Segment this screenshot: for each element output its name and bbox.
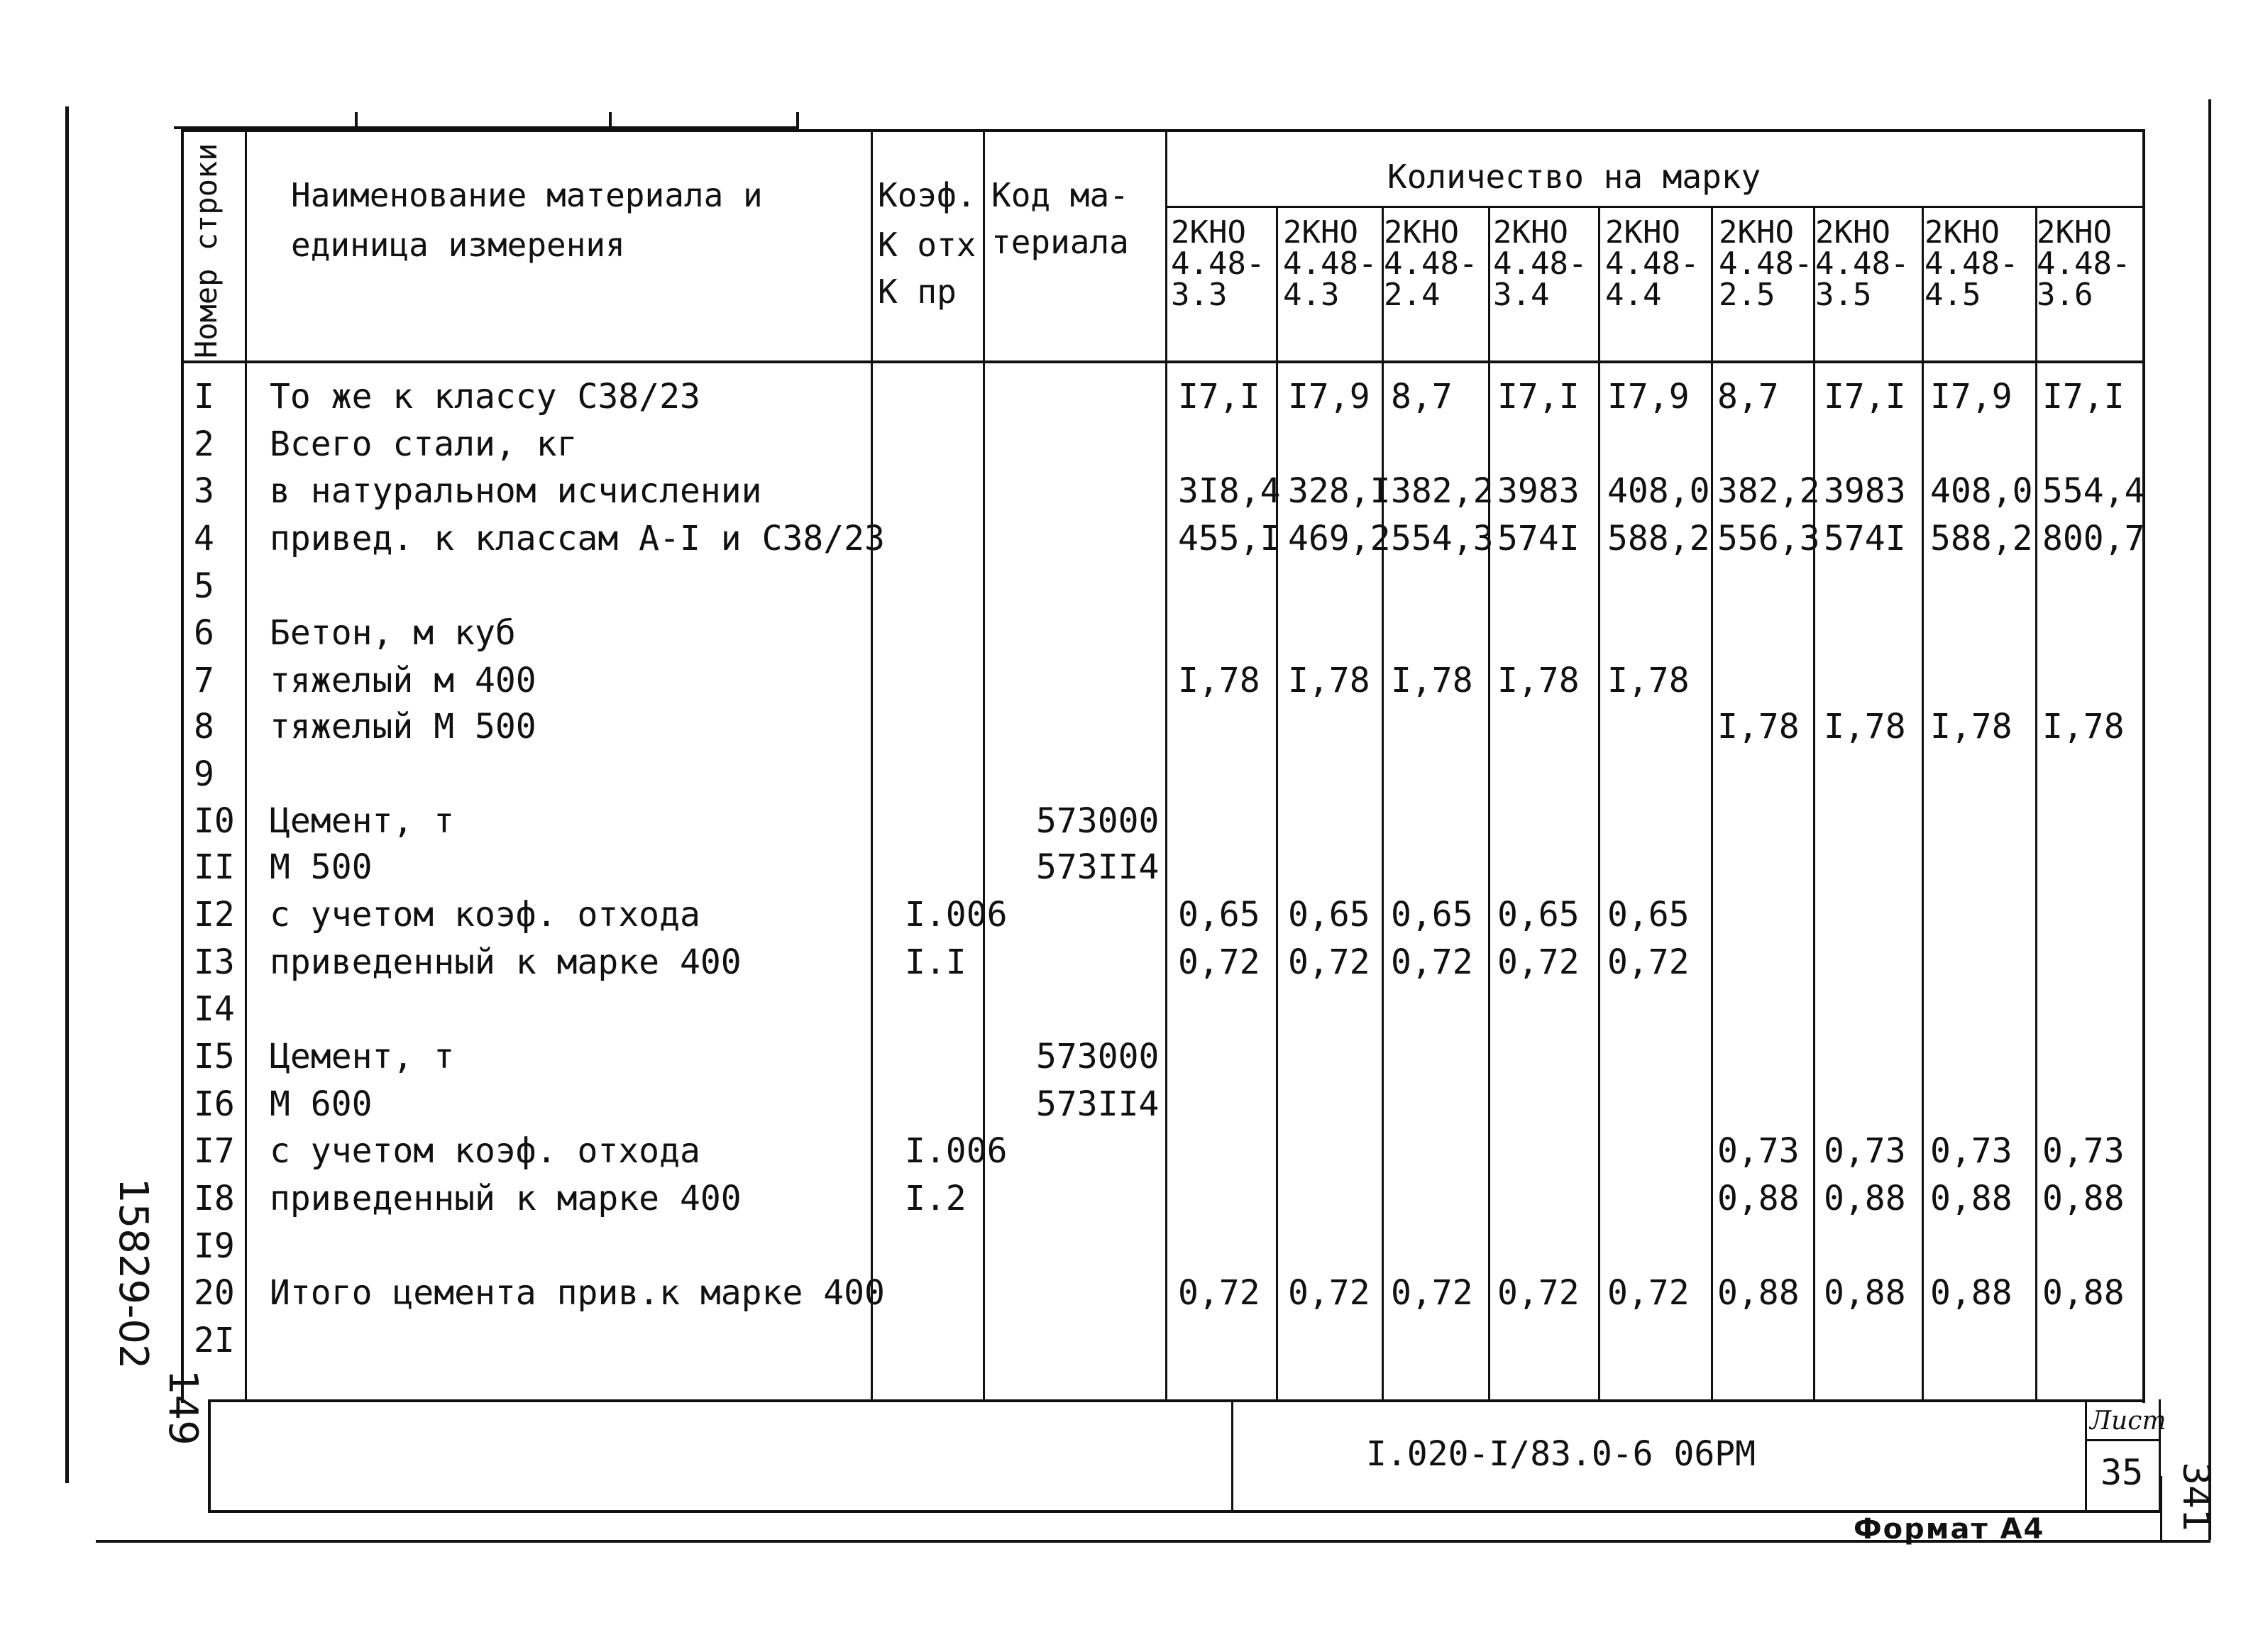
- row-value: 0,72: [1497, 942, 1580, 982]
- format-label: Формат А4: [1854, 1513, 2045, 1546]
- top-tick-3: [796, 112, 799, 129]
- row-value: 0,88: [1930, 1179, 2013, 1218]
- row-code: 573000: [1036, 1037, 1160, 1076]
- row-value: 455,I: [1178, 519, 1281, 558]
- row-code: 573II4: [1036, 1084, 1160, 1124]
- row-value: 588,2: [1930, 519, 2033, 558]
- row-value: 469,2: [1288, 519, 1391, 558]
- row-number: 8: [194, 707, 214, 747]
- stamp-sheet-left-line: [2085, 1399, 2087, 1511]
- mark-header-1: 2КНО 4.48- 3.3: [1171, 214, 1265, 313]
- row-value: 0,72: [1391, 942, 1473, 982]
- row-value: 574I: [1497, 519, 1580, 558]
- col-sep-name: [871, 129, 873, 1399]
- row-value: I7,9: [1930, 377, 2013, 417]
- table-left-line: [181, 129, 184, 1403]
- row-value: 0,65: [1288, 895, 1370, 935]
- row-name: тяжелый М 500: [270, 707, 536, 747]
- col-sep-m7: [1922, 206, 1924, 1399]
- row-value: I7,I: [1497, 377, 1580, 417]
- row-number: I2: [194, 895, 235, 935]
- row-number: 2: [194, 424, 214, 464]
- mark-header-5: 2КНО 4.48- 4.4: [1605, 214, 1700, 313]
- row-number: I9: [194, 1226, 235, 1266]
- mark-header-2: 2КНО 4.48- 4.3: [1283, 214, 1377, 313]
- row-value: 0,73: [1717, 1131, 1800, 1171]
- page-right-border: [2208, 99, 2211, 1540]
- row-number: I7: [194, 1131, 235, 1171]
- row-value: 554,3: [1391, 519, 1494, 558]
- col-sep-m5: [1711, 206, 1713, 1399]
- row-name: приведенный к марке 400: [270, 942, 742, 982]
- coef-header-3: К пр: [878, 272, 957, 311]
- row-number: 7: [194, 661, 214, 700]
- row-value: 328,I: [1288, 471, 1391, 511]
- page-left-border: [65, 106, 69, 1483]
- row-name: М 600: [270, 1084, 373, 1124]
- row-value: 0,88: [2042, 1179, 2125, 1218]
- row-value: I,78: [1717, 707, 1800, 747]
- row-name: Всего стали, кг: [270, 424, 578, 464]
- quantity-header: Количество на марку: [1387, 158, 1761, 196]
- row-value: 0,65: [1391, 895, 1473, 935]
- row-value: 3983: [1497, 471, 1580, 511]
- top-tick-1: [355, 112, 358, 129]
- table-right-line: [2142, 129, 2145, 1403]
- row-value: I7,I: [2042, 377, 2125, 417]
- row-value: I7,I: [1824, 377, 1906, 417]
- row-coef: I.2: [905, 1179, 967, 1218]
- sheet-number: 35: [2100, 1452, 2144, 1493]
- row-value: 0,73: [1930, 1131, 2013, 1171]
- top-tick-2: [609, 112, 612, 129]
- row-value: 0,65: [1497, 895, 1580, 935]
- col-sep-rownum: [245, 129, 247, 1399]
- row-value: I,78: [1497, 661, 1580, 700]
- header-bottom-line: [181, 360, 2145, 363]
- table-top-line: [181, 129, 2145, 132]
- row-value: 0,65: [1178, 895, 1260, 935]
- row-value: 0,65: [1607, 895, 1690, 935]
- row-value: I,78: [1178, 661, 1260, 700]
- mark-header-8: 2КНО 4.48- 4.5: [1925, 214, 2019, 313]
- row-name: Бетон, м куб: [270, 613, 516, 653]
- table-body-bottom-line: [209, 1399, 2145, 1402]
- row-value: 0,72: [1391, 1273, 1473, 1313]
- row-value: I7,9: [1607, 377, 1690, 417]
- right-margin-number: 341: [2174, 1462, 2217, 1533]
- row-value: I,78: [1930, 707, 2013, 747]
- row-number: I6: [194, 1084, 235, 1124]
- row-value: 0,73: [1824, 1131, 1906, 1171]
- row-number: 4: [194, 519, 214, 558]
- row-value: 3I8,4: [1178, 471, 1281, 511]
- row-number: 6: [194, 613, 214, 653]
- row-value: 800,7: [2042, 519, 2145, 558]
- row-value: 0,72: [1288, 942, 1370, 982]
- row-value: 0,72: [1607, 1273, 1690, 1313]
- row-value: 0,72: [1607, 942, 1690, 982]
- row-value: 0,72: [1178, 1273, 1260, 1313]
- row-value: 554,4: [2042, 471, 2145, 511]
- row-value: 8,7: [1391, 377, 1453, 417]
- row-number: 3: [194, 471, 214, 511]
- row-value: 0,72: [1178, 942, 1260, 982]
- row-value: I7,9: [1288, 377, 1370, 417]
- row-name: М 500: [270, 847, 373, 887]
- row-value: I,78: [1607, 661, 1690, 700]
- col-sep-m6: [1813, 206, 1815, 1399]
- row-value: 382,2: [1391, 471, 1494, 511]
- row-coef: I.I: [905, 942, 967, 982]
- row-number: I5: [194, 1037, 235, 1076]
- row-value: I7,I: [1178, 377, 1260, 417]
- mark-header-9: 2КНО 4.48- 3.6: [2037, 214, 2131, 313]
- col-sep-m1: [1276, 206, 1278, 1399]
- row-value: 382,2: [1717, 471, 1820, 511]
- row-number: I8: [194, 1179, 235, 1218]
- row-value: 0,88: [1930, 1273, 2013, 1313]
- row-number: I3: [194, 942, 235, 982]
- row-name: тяжелый м 400: [270, 661, 536, 700]
- col-sep-m3: [1488, 206, 1490, 1399]
- row-value: 556,3: [1717, 519, 1820, 558]
- row-value: I,78: [1288, 661, 1370, 700]
- row-value: 0,88: [1717, 1273, 1800, 1313]
- coef-header-1: Коэф.: [878, 176, 976, 214]
- row-value: 0,72: [1497, 1273, 1580, 1313]
- row-value: 574I: [1824, 519, 1906, 558]
- row-name: Цемент, т: [270, 1037, 455, 1076]
- code-header-2: териала: [991, 223, 1129, 261]
- row-name: приведенный к марке 400: [270, 1179, 742, 1218]
- row-value: 0,88: [1717, 1179, 1800, 1218]
- col-sep-code: [1165, 129, 1167, 1399]
- row-coef: I.006: [905, 1131, 1008, 1171]
- row-number: I: [194, 377, 214, 417]
- row-name: в натуральном исчислении: [270, 471, 762, 511]
- row-number: 9: [194, 754, 214, 794]
- row-value: I,78: [2042, 707, 2125, 747]
- mark-header-6: 2КНО 4.48- 2.5: [1719, 214, 1813, 313]
- sheet-label: Лист: [2090, 1406, 2166, 1436]
- row-name: привед. к классам А-I и С38/23: [270, 519, 885, 558]
- row-value: 3983: [1824, 471, 1906, 511]
- coef-header-2: К отх: [878, 226, 976, 264]
- name-header-line1: Наименование материала и: [291, 176, 763, 214]
- stamp-doc-left-line: [1231, 1399, 1233, 1511]
- row-value: 408,0: [1607, 471, 1710, 511]
- row-number: 2I: [194, 1321, 235, 1360]
- row-name: Цемент, т: [270, 801, 455, 841]
- stamp-left-line: [208, 1399, 211, 1513]
- row-name: с учетом коэф. отхода: [270, 895, 700, 935]
- row-number: I0: [194, 801, 235, 841]
- row-value: 0,73: [2042, 1131, 2125, 1171]
- col-sep-coef: [983, 129, 985, 1399]
- name-header-line2: единица измерения: [291, 226, 625, 264]
- row-value: I,78: [1391, 661, 1473, 700]
- left-margin-number: 15829-02: [110, 1178, 156, 1370]
- row-number-header: Номер строки: [189, 143, 224, 358]
- row-number: 20: [194, 1273, 235, 1313]
- row-value: 0,88: [1824, 1179, 1906, 1218]
- left-margin-page: 149: [160, 1370, 206, 1446]
- row-name: Итого цемента прив.к марке 400: [270, 1273, 885, 1313]
- row-value: 8,7: [1717, 377, 1779, 417]
- row-value: I,78: [1824, 707, 1906, 747]
- row-number: 5: [194, 566, 214, 606]
- col-sep-m4: [1598, 206, 1600, 1399]
- mark-header-7: 2КНО 4.48- 3.5: [1815, 214, 1910, 313]
- stamp-sheet-divider: [2085, 1439, 2160, 1441]
- row-code: 573000: [1036, 801, 1160, 841]
- mark-header-4: 2КНО 4.48- 3.4: [1493, 214, 1587, 313]
- row-name: с учетом коэф. отхода: [270, 1131, 700, 1171]
- row-value: 0,88: [1824, 1273, 1906, 1313]
- row-coef: I.006: [905, 895, 1008, 935]
- row-value: 0,72: [1288, 1273, 1370, 1313]
- row-value: 0,88: [2042, 1273, 2125, 1313]
- mark-header-3: 2КНО 4.48- 2.4: [1384, 214, 1478, 313]
- row-value: 588,2: [1607, 519, 1710, 558]
- document-code: I.020-I/83.0-6 06РМ: [1366, 1434, 1756, 1474]
- col-sep-m2: [1382, 206, 1384, 1399]
- row-value: 408,0: [1930, 471, 2033, 511]
- row-code: 573II4: [1036, 847, 1160, 887]
- row-number: I4: [194, 989, 235, 1029]
- code-header-1: Код ма-: [991, 176, 1129, 214]
- quantity-under-line: [1167, 206, 2145, 208]
- col-sep-m8: [2035, 206, 2037, 1399]
- row-name: То же к классу С38/23: [270, 377, 700, 417]
- row-number: II: [194, 847, 235, 887]
